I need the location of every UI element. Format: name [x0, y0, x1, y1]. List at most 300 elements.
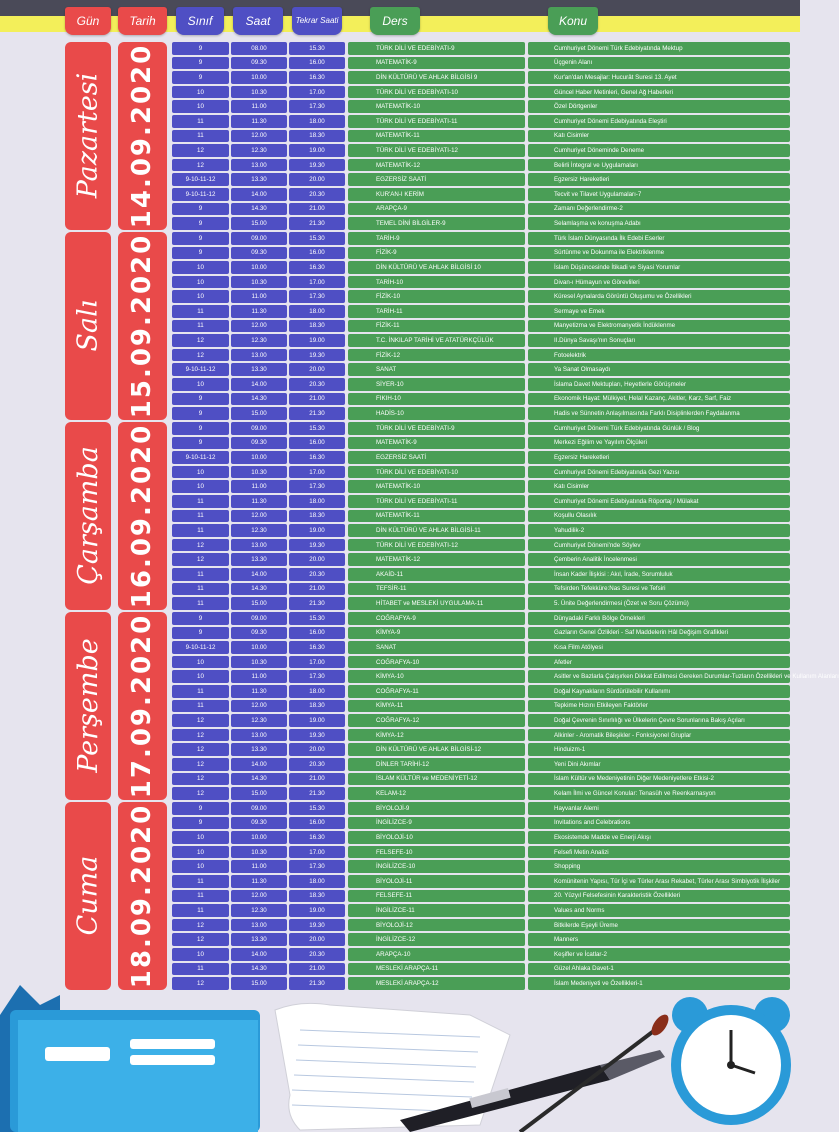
saat-cell: 11.00 — [231, 290, 287, 303]
saat-cell: 15.00 — [231, 977, 287, 990]
sinif-cell: 12 — [172, 144, 229, 157]
saat-cell: 15.00 — [231, 787, 287, 800]
day-label — [65, 612, 111, 800]
tekrar-cell: 18.30 — [289, 890, 345, 903]
saat-cell: 10.30 — [231, 846, 287, 859]
tekrar-cell: 20.30 — [289, 188, 345, 201]
sinif-cell: 9 — [172, 407, 229, 420]
ders-cell: MATEMATİK-10 — [348, 480, 525, 493]
tekrar-cell: 16.00 — [289, 817, 345, 830]
konu-cell: Egzersiz Hareketleri — [528, 173, 790, 186]
saat-cell: 14.00 — [231, 568, 287, 581]
sinif-cell: 12 — [172, 933, 229, 946]
saat-cell: 14.00 — [231, 758, 287, 771]
tekrar-cell: 18.00 — [289, 495, 345, 508]
tekrar-cell: 19.30 — [289, 729, 345, 742]
ders-cell: COĞRAFYA-11 — [348, 685, 525, 698]
ders-cell: T.C. İNKILAP TARİHİ VE ATATÜRKÇÜLÜK — [348, 334, 525, 347]
tekrar-cell: 20.30 — [289, 948, 345, 961]
tekrar-cell: 17.30 — [289, 290, 345, 303]
tekrar-cell: 15.30 — [289, 802, 345, 815]
konu-cell: Egzersiz Hareketleri — [528, 451, 790, 464]
sinif-cell: 12 — [172, 159, 229, 172]
sinif-cell: 10 — [172, 948, 229, 961]
sinif-cell: 11 — [172, 510, 229, 523]
header-saat: Saat — [233, 7, 283, 35]
ders-cell: FİZİK-11 — [348, 320, 525, 333]
tekrar-cell: 18.00 — [289, 685, 345, 698]
ders-cell: MESLEKİ ARAPÇA-12 — [348, 977, 525, 990]
ders-cell: COĞRAFYA-9 — [348, 612, 525, 625]
ders-cell: BİYOLOJİ-12 — [348, 919, 525, 932]
saat-cell: 13.30 — [231, 173, 287, 186]
ders-cell: TÜRK DİLİ VE EDEBİYATI-11 — [348, 495, 525, 508]
konu-cell: Küresel Aynalarda Görüntü Oluşumu ve Özellikleri — [528, 290, 790, 303]
saat-cell: 12.30 — [231, 144, 287, 157]
sinif-cell: 9 — [172, 627, 229, 640]
konu-cell: Ekonomik Hayat: Mülkiyet, Helal Kazanç, Akitler, Karz, Sarf, Faiz — [528, 393, 790, 406]
sinif-cell: 10 — [172, 100, 229, 113]
ders-cell: MATEMATİK-11 — [348, 510, 525, 523]
konu-cell: Dünyadaki Farklı Bölge Örnekleri — [528, 612, 790, 625]
ders-cell: TÜRK DİLİ VE EDEBİYATI-12 — [348, 144, 525, 157]
tekrar-cell: 20.00 — [289, 743, 345, 756]
ders-cell: MATEMATİK-9 — [348, 57, 525, 70]
konu-cell: II.Dünya Savaşı'nın Sonuçları — [528, 334, 790, 347]
ders-cell: İNGİLİZCE-12 — [348, 933, 525, 946]
ders-cell: ARAPÇA-9 — [348, 203, 525, 216]
sinif-cell: 11 — [172, 700, 229, 713]
konu-cell: 20. Yüzyıl Felsefesinin Karakteristik Özellikleri — [528, 890, 790, 903]
ders-cell: COĞRAFYA-12 — [348, 714, 525, 727]
tekrar-cell: 21.00 — [289, 963, 345, 976]
tekrar-cell: 17.00 — [289, 466, 345, 479]
konu-cell: Özel Dörtgenler — [528, 100, 790, 113]
tekrar-cell: 16.30 — [289, 71, 345, 84]
saat-cell: 12.00 — [231, 510, 287, 523]
day-name: Pazartesi — [72, 73, 104, 199]
saat-cell: 13.00 — [231, 919, 287, 932]
tekrar-cell: 17.30 — [289, 860, 345, 873]
konu-cell: Divan-ı Hümayun ve Görevlileri — [528, 276, 790, 289]
saat-cell: 13.30 — [231, 743, 287, 756]
tekrar-cell: 21.30 — [289, 787, 345, 800]
ders-cell: MATEMATİK-11 — [348, 130, 525, 143]
konu-cell: Bitkilerde Eşeyli Üreme — [528, 919, 790, 932]
saat-cell: 12.00 — [231, 320, 287, 333]
saat-cell: 14.30 — [231, 583, 287, 596]
tekrar-cell: 20.00 — [289, 933, 345, 946]
tekrar-cell: 18.00 — [289, 875, 345, 888]
tekrar-cell: 15.30 — [289, 612, 345, 625]
saat-cell: 14.30 — [231, 773, 287, 786]
tekrar-cell: 19.00 — [289, 714, 345, 727]
konu-cell: Ekosistemde Madde ve Enerji Akışı — [528, 831, 790, 844]
saat-cell: 09.00 — [231, 802, 287, 815]
tekrar-cell: 20.00 — [289, 363, 345, 376]
sinif-cell: 11 — [172, 904, 229, 917]
saat-cell: 09.30 — [231, 627, 287, 640]
tekrar-cell: 16.00 — [289, 57, 345, 70]
ders-cell: TEMEL DİNİ BİLGİLER-9 — [348, 217, 525, 230]
tekrar-cell: 17.00 — [289, 276, 345, 289]
sinif-cell: 11 — [172, 568, 229, 581]
sinif-cell: 9 — [172, 393, 229, 406]
tekrar-cell: 18.30 — [289, 320, 345, 333]
tekrar-cell: 16.30 — [289, 831, 345, 844]
ders-cell: BİYOLOJİ-10 — [348, 831, 525, 844]
ders-cell: EGZERSİZ SAATİ — [348, 173, 525, 186]
saat-cell: 11.00 — [231, 860, 287, 873]
konu-cell: Cumhuriyet Dönemi Türk Edebiyatında Mektup — [528, 42, 790, 55]
tekrar-cell: 21.30 — [289, 407, 345, 420]
tekrar-cell: 15.30 — [289, 42, 345, 55]
saat-cell: 11.00 — [231, 480, 287, 493]
sinif-cell: 11 — [172, 685, 229, 698]
ders-cell: ARAPÇA-10 — [348, 948, 525, 961]
saat-cell: 09.30 — [231, 817, 287, 830]
sinif-cell: 10 — [172, 290, 229, 303]
tekrar-cell: 16.00 — [289, 627, 345, 640]
tekrar-cell: 18.30 — [289, 130, 345, 143]
konu-cell: Yeni Dini Akımlar — [528, 758, 790, 771]
ders-cell: KİMYA-12 — [348, 729, 525, 742]
sinif-cell: 10 — [172, 466, 229, 479]
konu-cell: Çemberin Analitik İncelenmesi — [528, 553, 790, 566]
day-label — [65, 42, 111, 230]
sinif-cell: 12 — [172, 743, 229, 756]
sinif-cell: 11 — [172, 305, 229, 318]
tekrar-cell: 17.30 — [289, 670, 345, 683]
day-name: Cuma — [72, 856, 104, 936]
sinif-cell: 11 — [172, 495, 229, 508]
saat-cell: 10.00 — [231, 641, 287, 654]
sinif-cell: 10 — [172, 656, 229, 669]
date-text: 18.09.2020 — [127, 803, 158, 989]
konu-cell: Koşullu Olasılık — [528, 510, 790, 523]
sinif-cell: 9-10-11-12 — [172, 188, 229, 201]
saat-cell: 10.00 — [231, 831, 287, 844]
konu-cell: Tepkime Hızını Etkileyen Faktörler — [528, 700, 790, 713]
sinif-cell: 10 — [172, 261, 229, 274]
sinif-cell: 11 — [172, 890, 229, 903]
tekrar-cell: 20.30 — [289, 568, 345, 581]
ders-cell: İNGİLİZCE-11 — [348, 904, 525, 917]
sinif-cell: 10 — [172, 86, 229, 99]
tekrar-cell: 19.30 — [289, 349, 345, 362]
date-text: 16.09.2020 — [127, 423, 158, 609]
tekrar-cell: 20.00 — [289, 173, 345, 186]
sinif-cell: 10 — [172, 831, 229, 844]
sinif-cell: 9 — [172, 802, 229, 815]
tekrar-cell: 21.00 — [289, 203, 345, 216]
ders-cell: KİMYA-11 — [348, 700, 525, 713]
stationery-illustration — [0, 975, 800, 1132]
ders-cell: KUR'AN-I KERİM — [348, 188, 525, 201]
tekrar-cell: 18.00 — [289, 115, 345, 128]
konu-cell: Yahudilik-2 — [528, 524, 790, 537]
ders-cell: SİYER-10 — [348, 378, 525, 391]
date-text: 14.09.2020 — [127, 43, 158, 229]
konu-cell: Merkezi Eğilim ve Yayılım Ölçüleri — [528, 437, 790, 450]
saat-cell: 10.30 — [231, 86, 287, 99]
konu-cell: Komünitenin Yapısı, Tür İçi ve Türler Arası Rekabet, Türler Arası Simbiyotik İlişkiler — [528, 875, 790, 888]
konu-cell: Shopping — [528, 860, 790, 873]
day-label — [65, 422, 111, 610]
konu-cell: Hadis ve Sünnetin Anlaşılmasında Farklı Disiplinlerden Faydalanma — [528, 407, 790, 420]
sinif-cell: 9 — [172, 71, 229, 84]
tekrar-cell: 17.00 — [289, 846, 345, 859]
konu-cell: Asitler ve Bazlarla Çalışırken Dikkat Edilmesi Gereken Durumlar-Tuzların Özellikleri ve Kullanım Alanları — [528, 670, 790, 683]
header-gun: Gün — [65, 7, 111, 35]
konu-cell: Zamanı Değerlendirme-2 — [528, 203, 790, 216]
saat-cell: 12.30 — [231, 904, 287, 917]
header-tarih: Tarih — [118, 7, 167, 35]
notebook-icon — [0, 985, 260, 1132]
saat-cell: 15.00 — [231, 407, 287, 420]
konu-cell: Güncel Haber Metinleri, Genel Ağ Haberleri — [528, 86, 790, 99]
konu-cell: Türk İslam Dünyasında İlk Edebi Eserler — [528, 232, 790, 245]
day-label — [65, 802, 111, 990]
saat-cell: 14.00 — [231, 378, 287, 391]
saat-cell: 10.00 — [231, 261, 287, 274]
konu-cell: Invitations and Celebrations — [528, 817, 790, 830]
tekrar-cell: 19.30 — [289, 919, 345, 932]
sinif-cell: 12 — [172, 977, 229, 990]
ders-cell: HADİS-10 — [348, 407, 525, 420]
konu-cell: İnsan Kader İlişkisi : Akıl, İrade, Sorumluluk — [528, 568, 790, 581]
sinif-cell: 12 — [172, 714, 229, 727]
tekrar-cell: 20.30 — [289, 378, 345, 391]
saat-cell: 14.30 — [231, 963, 287, 976]
tekrar-cell: 21.00 — [289, 583, 345, 596]
konu-cell: Fotoelektrik — [528, 349, 790, 362]
sinif-cell: 12 — [172, 758, 229, 771]
konu-cell: Kelam İlmi ve Güncel Konular: Tenasüh ve Reenkarnasyon — [528, 787, 790, 800]
konu-cell: Katı Cisimler — [528, 130, 790, 143]
saat-cell: 13.30 — [231, 553, 287, 566]
konu-cell: Manyetizma ve Elektromanyetik İndüklenme — [528, 320, 790, 333]
konu-cell: Hinduizm-1 — [528, 743, 790, 756]
ders-cell: MESLEKİ ARAPÇA-11 — [348, 963, 525, 976]
date-text: 15.09.2020 — [127, 233, 158, 419]
saat-cell: 11.30 — [231, 875, 287, 888]
konu-cell: Tecvit ve Tilavet Uygulamaları-7 — [528, 188, 790, 201]
saat-cell: 12.30 — [231, 524, 287, 537]
ders-cell: DİN KÜLTÜRÜ VE AHLAK BİLGİSİ-12 — [348, 743, 525, 756]
konu-cell: Doğal Kaynakların Sürdürülebilir Kullanımı — [528, 685, 790, 698]
saat-cell: 13.00 — [231, 539, 287, 552]
ders-cell: FELSEFE-10 — [348, 846, 525, 859]
ders-cell: FİZİK-10 — [348, 290, 525, 303]
saat-cell: 14.00 — [231, 948, 287, 961]
konu-cell: Ya Sanat Olmasaydı — [528, 363, 790, 376]
sinif-cell: 9 — [172, 42, 229, 55]
ders-cell: TARİH-10 — [348, 276, 525, 289]
konu-cell: Felsefi Metin Analizi — [528, 846, 790, 859]
sinif-cell: 9 — [172, 422, 229, 435]
sinif-cell: 11 — [172, 875, 229, 888]
ders-cell: BİYOLOJİ-9 — [348, 802, 525, 815]
saat-cell: 10.30 — [231, 276, 287, 289]
ders-cell: DİN KÜLTÜRÜ VE AHLAK BİLGİSİ 9 — [348, 71, 525, 84]
tekrar-cell: 19.00 — [289, 524, 345, 537]
day-label — [65, 232, 111, 420]
saat-cell: 11.30 — [231, 115, 287, 128]
date-label — [118, 422, 167, 610]
tekrar-cell: 15.30 — [289, 422, 345, 435]
saat-cell: 11.00 — [231, 100, 287, 113]
konu-cell: Values and Norms — [528, 904, 790, 917]
saat-cell: 10.00 — [231, 71, 287, 84]
saat-cell: 14.30 — [231, 203, 287, 216]
konu-cell: Katı Cisimler — [528, 480, 790, 493]
saat-cell: 09.00 — [231, 232, 287, 245]
ders-cell: DİNLER TARİHİ-12 — [348, 758, 525, 771]
tekrar-cell: 19.30 — [289, 539, 345, 552]
ders-cell: DİN KÜLTÜRÜ VE AHLAK BİLGİSİ 10 — [348, 261, 525, 274]
sinif-cell: 9 — [172, 437, 229, 450]
konu-cell: Üçgenin Alanı — [528, 57, 790, 70]
ders-cell: TARİH-9 — [348, 232, 525, 245]
konu-cell: İslam Kültür ve Medeniyetinin Diğer Medeniyetlere Etkisi-2 — [528, 773, 790, 786]
tekrar-cell: 21.30 — [289, 217, 345, 230]
konu-cell: Hayvanlar Alemi — [528, 802, 790, 815]
konu-cell: Afetler — [528, 656, 790, 669]
sinif-cell: 11 — [172, 524, 229, 537]
saat-cell: 15.00 — [231, 217, 287, 230]
sinif-cell: 9 — [172, 232, 229, 245]
konu-cell: Sürtünme ve Dokunma ile Elektriklenme — [528, 247, 790, 260]
konu-cell: Cumhuriyet Döneminde Deneme — [528, 144, 790, 157]
ders-cell: FELSEFE-11 — [348, 890, 525, 903]
sinif-cell: 9 — [172, 203, 229, 216]
tekrar-cell: 20.30 — [289, 758, 345, 771]
saat-cell: 13.30 — [231, 363, 287, 376]
header-tekrar: Tekrar Saati — [292, 7, 342, 35]
saat-cell: 09.00 — [231, 612, 287, 625]
header-ders: Ders — [370, 7, 420, 35]
sinif-cell: 12 — [172, 539, 229, 552]
sinif-cell: 11 — [172, 130, 229, 143]
alarm-clock-icon — [671, 997, 791, 1125]
konu-cell: Belirli İntegral ve Uygulamaları — [528, 159, 790, 172]
tekrar-cell: 17.00 — [289, 86, 345, 99]
ders-cell: FİZİK-9 — [348, 247, 525, 260]
saat-cell: 15.00 — [231, 597, 287, 610]
tekrar-cell: 16.30 — [289, 641, 345, 654]
tekrar-cell: 21.00 — [289, 393, 345, 406]
konu-cell: 5. Ünite Değerlendirmesi (Özet ve Soru Çözümü) — [528, 597, 790, 610]
saat-cell: 09.00 — [231, 422, 287, 435]
konu-cell: Güzel Ahlaka Davet-1 — [528, 963, 790, 976]
saat-cell: 10.30 — [231, 656, 287, 669]
header-konu: Konu — [548, 7, 598, 35]
day-name: Perşembe — [72, 638, 104, 774]
ders-cell: TEFSİR-11 — [348, 583, 525, 596]
ders-cell: TÜRK DİLİ VE EDEBİYATI-10 — [348, 466, 525, 479]
saat-cell: 13.00 — [231, 159, 287, 172]
day-name: Çarşamba — [72, 446, 104, 586]
saat-cell: 11.30 — [231, 305, 287, 318]
day-name: Salı — [72, 299, 104, 352]
sinif-cell: 10 — [172, 480, 229, 493]
ders-cell: HİTABET ve MESLEKİ UYGULAMA-11 — [348, 597, 525, 610]
sinif-cell: 9 — [172, 57, 229, 70]
tekrar-cell: 19.00 — [289, 904, 345, 917]
sinif-cell: 9-10-11-12 — [172, 363, 229, 376]
date-text: 17.09.2020 — [127, 613, 158, 799]
tekrar-cell: 18.30 — [289, 700, 345, 713]
ders-cell: TÜRK DİLİ VE EDEBİYATI-11 — [348, 115, 525, 128]
saat-cell: 13.30 — [231, 933, 287, 946]
sinif-cell: 10 — [172, 846, 229, 859]
konu-cell: Sermaye ve Emek — [528, 305, 790, 318]
header-sinif: Sınıf — [176, 7, 224, 35]
saat-cell: 12.00 — [231, 890, 287, 903]
sinif-cell: 12 — [172, 773, 229, 786]
konu-cell: Cumhuriyet Dönemi'nde Söylev — [528, 539, 790, 552]
tekrar-cell: 16.30 — [289, 261, 345, 274]
sinif-cell: 9 — [172, 217, 229, 230]
tekrar-cell: 16.30 — [289, 451, 345, 464]
konu-cell: İslam Düşüncesinde İtikadi ve Siyasi Yorumlar — [528, 261, 790, 274]
tekrar-cell: 16.00 — [289, 247, 345, 260]
ders-cell: MATEMATİK-12 — [348, 553, 525, 566]
saat-cell: 12.30 — [231, 714, 287, 727]
tekrar-cell: 19.30 — [289, 159, 345, 172]
konu-cell: Cumhuriyet Dönemi Edebiyatında Eleştiri — [528, 115, 790, 128]
konu-cell: Kur'an'dan Mesajlar: Hucurât Suresi 13. Ayet — [528, 71, 790, 84]
saat-cell: 08.00 — [231, 42, 287, 55]
saat-cell: 12.00 — [231, 130, 287, 143]
ders-cell: MATEMATİK-9 — [348, 437, 525, 450]
saat-cell: 09.30 — [231, 437, 287, 450]
sinif-cell: 9-10-11-12 — [172, 641, 229, 654]
date-label — [118, 612, 167, 800]
sinif-cell: 12 — [172, 919, 229, 932]
saat-cell: 09.30 — [231, 57, 287, 70]
sinif-cell: 11 — [172, 963, 229, 976]
tekrar-cell: 21.30 — [289, 977, 345, 990]
ders-cell: TÜRK DİLİ VE EDEBİYATI-10 — [348, 86, 525, 99]
saat-cell: 09.30 — [231, 247, 287, 260]
konu-cell: Cumhuriyet Dönemi Türk Edebiyatında Günlük / Blog — [528, 422, 790, 435]
sinif-cell: 12 — [172, 349, 229, 362]
konu-cell: Gazların Genel Özlikleri - Saf Maddelerin Hâl Değişim Grafikleri — [528, 627, 790, 640]
konu-cell: Cumhuriyet Dönemi Edebiyatında Röportaj / Mülakat — [528, 495, 790, 508]
konu-cell: Manners — [528, 933, 790, 946]
ders-cell: FİZİK-12 — [348, 349, 525, 362]
tekrar-cell: 18.00 — [289, 305, 345, 318]
saat-cell: 11.30 — [231, 495, 287, 508]
saat-cell: 12.00 — [231, 700, 287, 713]
sinif-cell: 12 — [172, 729, 229, 742]
sinif-cell: 12 — [172, 787, 229, 800]
konu-cell: Cumhuriyet Dönemi Edebiyatında Gezi Yazısı — [528, 466, 790, 479]
sinif-cell: 11 — [172, 320, 229, 333]
konu-cell: Kısa Film Atölyesi — [528, 641, 790, 654]
ders-cell: TARİH-11 — [348, 305, 525, 318]
sinif-cell: 11 — [172, 115, 229, 128]
konu-cell: İslam Medeniyeti ve Özellikleri-1 — [528, 977, 790, 990]
sinif-cell: 10 — [172, 276, 229, 289]
saat-cell: 10.00 — [231, 451, 287, 464]
ders-cell: TÜRK DİLİ VE EDEBİYATI-9 — [348, 422, 525, 435]
saat-cell: 14.30 — [231, 393, 287, 406]
konu-cell: Keşifler ve İcatlar-2 — [528, 948, 790, 961]
saat-cell: 10.30 — [231, 466, 287, 479]
